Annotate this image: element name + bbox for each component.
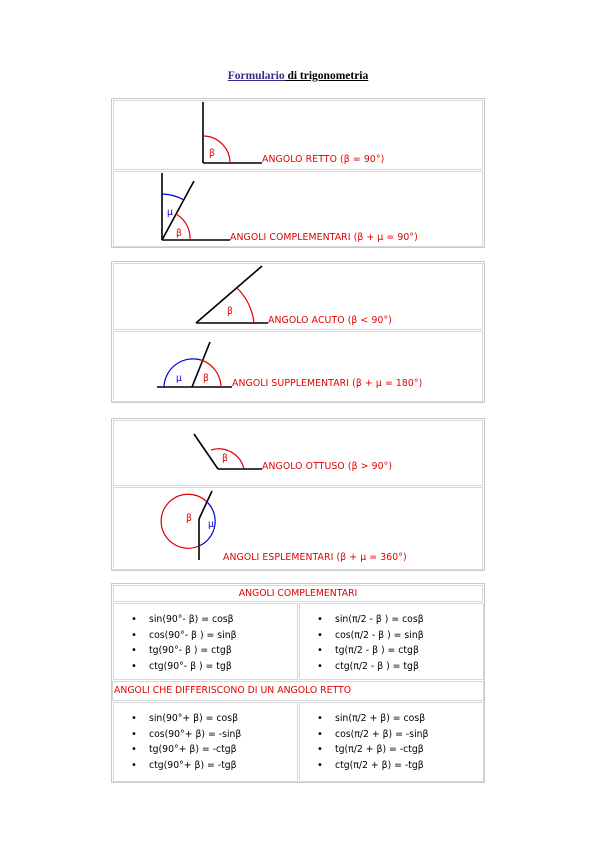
cell-complementari-radians <box>299 603 484 680</box>
formula-item: • sin(π/2 - β ) = cosβ <box>300 612 424 628</box>
formulario-link[interactable]: Formulario <box>227 70 285 82</box>
formula-item: • ctg(90°+ β) = -tgβ <box>114 758 241 774</box>
formula-item: • ctg(90°- β ) = tgβ <box>114 659 237 675</box>
beta-symbol: β <box>227 306 234 317</box>
formula-item: • tg(π/2 + β) = -ctgβ <box>300 742 428 758</box>
title-text: di trigonometria <box>284 70 369 82</box>
formula-item: • ctg(π/2 - β ) = tgβ <box>300 659 424 675</box>
mu-symbol: μ <box>176 373 183 384</box>
label-angoli-supplementari: ANGOLI SUPPLEMENTARI (β + μ = 180°) <box>232 378 423 389</box>
table-subheader: ANGOLI CHE DIFFERISCONO DI UN ANGOLO RETTO <box>112 681 484 701</box>
cell-retto-radians <box>299 702 484 782</box>
formula-table <box>111 583 485 783</box>
beta-symbol: β <box>209 148 216 159</box>
beta-symbol: β <box>186 513 193 524</box>
formula-item: • cos(90°- β ) = sinβ <box>114 628 237 644</box>
label-angolo-ottuso: ANGOLO OTTUSO (β > 90°) <box>262 461 393 472</box>
formula-list <box>114 612 237 674</box>
beta-symbol: β <box>203 373 210 384</box>
formula-item: • sin(90°+ β) = cosβ <box>114 711 241 727</box>
formula-list <box>300 711 428 773</box>
label-angoli-complementari: ANGOLI COMPLEMENTARI (β + μ = 90°) <box>230 232 418 243</box>
cell-retto-degrees <box>113 702 298 782</box>
mu-symbol: μ <box>208 519 215 530</box>
formula-item: • ctg(π/2 + β) = -tgβ <box>300 758 428 774</box>
formula-list <box>114 711 241 773</box>
beta-symbol: β <box>176 228 183 239</box>
formula-item: • sin(π/2 + β) = cosβ <box>300 711 428 727</box>
formula-item: • tg(90°- β ) = ctgβ <box>114 643 237 659</box>
supplementary-angles-figure <box>157 342 232 387</box>
beta-symbol: β <box>222 453 229 464</box>
formula-item: • tg(π/2 - β ) = ctgβ <box>300 643 424 659</box>
formula-item: • cos(π/2 - β ) = sinβ <box>300 628 424 644</box>
cell-complementari-degrees <box>113 603 298 680</box>
formula-item: • cos(90°+ β) = -sinβ <box>114 727 241 743</box>
formula-item: • cos(π/2 + β) = -sinβ <box>300 727 428 743</box>
mu-symbol: μ <box>167 207 174 218</box>
table-header: ANGOLI COMPLEMENTARI <box>113 585 483 602</box>
label-angolo-acuto: ANGOLO ACUTO (β < 90°) <box>268 315 392 326</box>
formula-list <box>300 612 424 674</box>
formula-item: • tg(90°+ β) = -ctgβ <box>114 742 241 758</box>
formula-item: • sin(90°- β) = cosβ <box>114 612 237 628</box>
label-angoli-esplementari: ANGOLI ESPLEMENTARI (β + μ = 360°) <box>223 552 407 563</box>
label-angolo-retto: ANGOLO RETTO (β = 90°) <box>262 154 385 165</box>
